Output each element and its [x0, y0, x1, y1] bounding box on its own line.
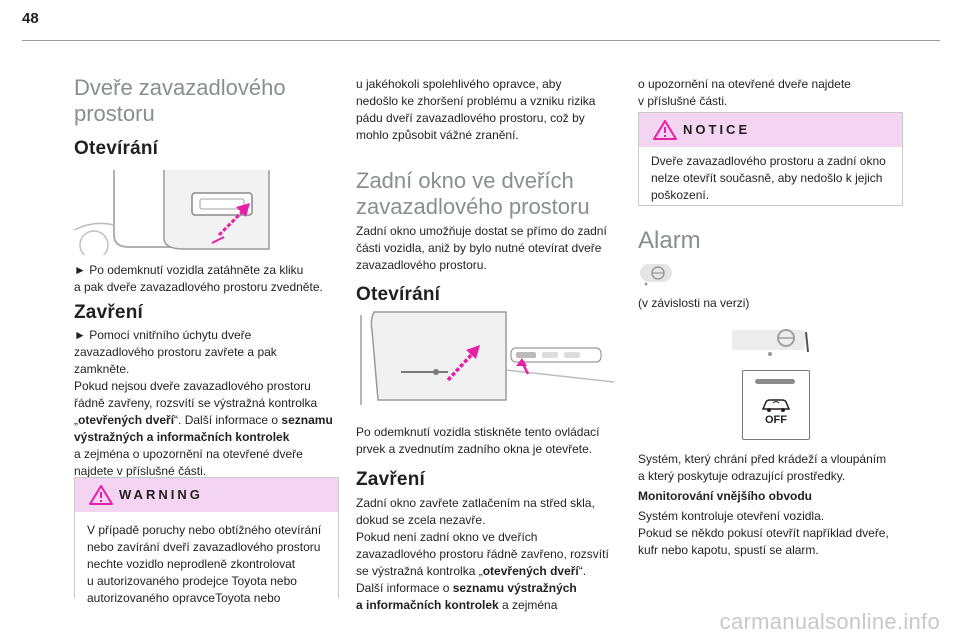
- warning-list-link: výstražných a informačních kontrolek: [74, 430, 290, 444]
- close-line: Pokud není zadní okno ve dveřích: [356, 530, 538, 544]
- version-note: (v závislosti na verzi): [638, 296, 750, 310]
- notice-header: [639, 113, 902, 147]
- warning-line: V případě poruchy nebo obtížného otevírání: [87, 523, 322, 537]
- rear-window-intro: [356, 223, 607, 274]
- alarm-description: [638, 451, 886, 485]
- close-text-line: ► Pomocí vnitřního úchytu dveře: [74, 328, 252, 342]
- warning-box: [74, 477, 339, 605]
- intro-line: zavazadlového prostoru.: [356, 258, 487, 272]
- close-line: [356, 597, 626, 614]
- continuation-line: nedošlo ke zhoršení problému a vzniku rizika: [356, 94, 596, 108]
- close-text-line: Pokud nejsou dveře zavazadlového prostoru: [74, 379, 311, 393]
- rear-window-illustration: [356, 310, 616, 410]
- close-line: Zadní okno zavřete zatlačením na střed skla,: [356, 496, 595, 510]
- continuation-text: [638, 76, 851, 110]
- notice-box: [638, 112, 903, 206]
- notice-line: nelze otevřít současně, aby nedošlo k jejich: [651, 171, 883, 185]
- continuation-line: o upozornění na otevřené dveře najdete: [638, 77, 851, 91]
- alarm-off-button[interactable]: [742, 370, 810, 440]
- perimeter-line: Pokud se někdo pokusí otevřít například dveře,: [638, 526, 889, 540]
- close-text-fragment: “. Další informace o: [174, 413, 282, 427]
- close-line: [356, 580, 626, 597]
- close-fragment: se výstražná kontrolka „: [356, 564, 483, 578]
- car-alarm-icon: [759, 397, 793, 413]
- alarm-title: Alarm: [638, 227, 701, 254]
- warning-line: u autorizovaného prodejce Toyota nebo: [87, 574, 297, 588]
- close-text-line: [74, 412, 344, 429]
- section-title-line-1: Zadní okno ve dveřích: [356, 168, 574, 193]
- warning-body: [75, 512, 338, 617]
- open-text-line: a pak dveře zavazadlového prostoru zvedněte.: [74, 280, 323, 294]
- intro-line: Zadní okno umožňuje dostat se přímo do zadní: [356, 224, 607, 238]
- watermark: carmanualsonline.info: [719, 609, 940, 634]
- description-line: Systém, který chrání před krádeží a vloupáním: [638, 452, 887, 466]
- open-line: prvek a zvednutím zadního okna je otevřete.: [356, 442, 593, 456]
- section-title-rear-window: [356, 168, 590, 220]
- quote-open: „: [74, 413, 78, 427]
- close-text-line: [74, 429, 344, 446]
- page-number: 48: [22, 10, 39, 27]
- perimeter-line: Systém kontroluje otevření vozidla.: [638, 509, 825, 523]
- close-heading: Zavření: [74, 302, 143, 323]
- rear-window-close-heading: Zavření: [356, 469, 425, 490]
- open-doors-term: otevřených dveří: [78, 413, 175, 427]
- close-text-line: a zejména o upozornění na otevřené dveře: [74, 447, 303, 461]
- continuation-line: v příslušné části.: [638, 94, 728, 108]
- continuation-line: u jakéhokoli spolehlivého opravce, aby: [356, 77, 562, 91]
- open-heading: Otevírání: [74, 138, 159, 159]
- intro-line: části vozidla, aniž by bylo nutné otevírat dveře: [356, 241, 602, 255]
- close-fragment: Další informace o: [356, 581, 453, 595]
- open-instructions: [74, 262, 323, 296]
- continuation-line: pádu dveří zavazadlového prostoru, což by: [356, 111, 585, 125]
- section-title-tailgate: [74, 75, 286, 127]
- perimeter-line: kufr nebo kapotu, spustí se alarm.: [638, 543, 819, 557]
- close-line: [356, 563, 626, 580]
- notice-line: Dveře zavazadlového prostoru a zadní okno: [651, 154, 886, 168]
- warning-title: WARNING: [119, 487, 203, 502]
- close-text-line: zamkněte.: [74, 362, 130, 376]
- close-line: dokud se zcela nezavře.: [356, 513, 486, 527]
- notice-triangle-icon: [652, 119, 678, 141]
- warning-list-link: seznamu: [281, 413, 333, 427]
- warning-header: [75, 478, 338, 512]
- warning-list-link: seznamu výstražných: [452, 581, 577, 595]
- warning-line: nechte vozidlo neprodleně zkontrolovat: [87, 557, 296, 571]
- open-text-line: ► Po odemknutí vozidla zatáhněte za kliku: [74, 263, 304, 277]
- open-doors-term: otevřených dveří: [482, 564, 579, 578]
- tailgate-handle-illustration: [74, 165, 274, 255]
- section-title-line-1: Dveře zavazadlového: [74, 75, 286, 100]
- description-line: a který poskytuje odrazující prostředky.: [638, 469, 846, 483]
- perimeter-text: [638, 508, 889, 559]
- section-title-line-2: prostoru: [74, 101, 155, 126]
- section-title-line-2: zavazadlového prostoru: [356, 194, 590, 219]
- close-fragment: “.: [578, 564, 587, 578]
- perimeter-heading: Monitorování vnějšího obvodu: [638, 489, 812, 503]
- steering-wheel-version-icon: [638, 262, 674, 288]
- warning-line: autorizovaného opravceToyota nebo: [87, 591, 281, 605]
- continuation-line: mohlo způsobit vážné zranění.: [356, 128, 519, 142]
- close-fragment: a zejména: [498, 598, 558, 612]
- close-text-line: najdete v příslušné části.: [74, 464, 207, 478]
- dashboard-steering-illustration: [730, 322, 810, 358]
- rear-window-open-text: [356, 424, 599, 458]
- warning-triangle-icon: [88, 484, 114, 506]
- off-label: OFF: [765, 414, 787, 426]
- rear-window-close-text: [356, 495, 626, 614]
- open-line: Po odemknutí vozidla stiskněte tento ovládací: [356, 425, 600, 439]
- close-line: zavazadlového prostoru řádně zavřeno, rozsvítí: [356, 547, 609, 561]
- rear-window-open-heading: Otevírání: [356, 284, 441, 305]
- notice-line: poškození.: [651, 188, 710, 202]
- close-text-line: zavazadlového prostoru zavřete a pak: [74, 345, 277, 359]
- warning-list-link: a informačních kontrolek: [356, 598, 499, 612]
- warning-continuation: [356, 76, 595, 144]
- button-indicator-bar: [755, 379, 795, 384]
- notice-title: NOTICE: [683, 122, 751, 137]
- close-text-line: řádně zavřeny, rozsvítí se výstražná kontrolka: [74, 396, 318, 410]
- top-divider: [22, 40, 940, 41]
- warning-line: nebo zavírání dveří zavazadlového prostoru: [87, 540, 321, 554]
- close-instructions: [74, 327, 344, 480]
- notice-body: [639, 147, 902, 214]
